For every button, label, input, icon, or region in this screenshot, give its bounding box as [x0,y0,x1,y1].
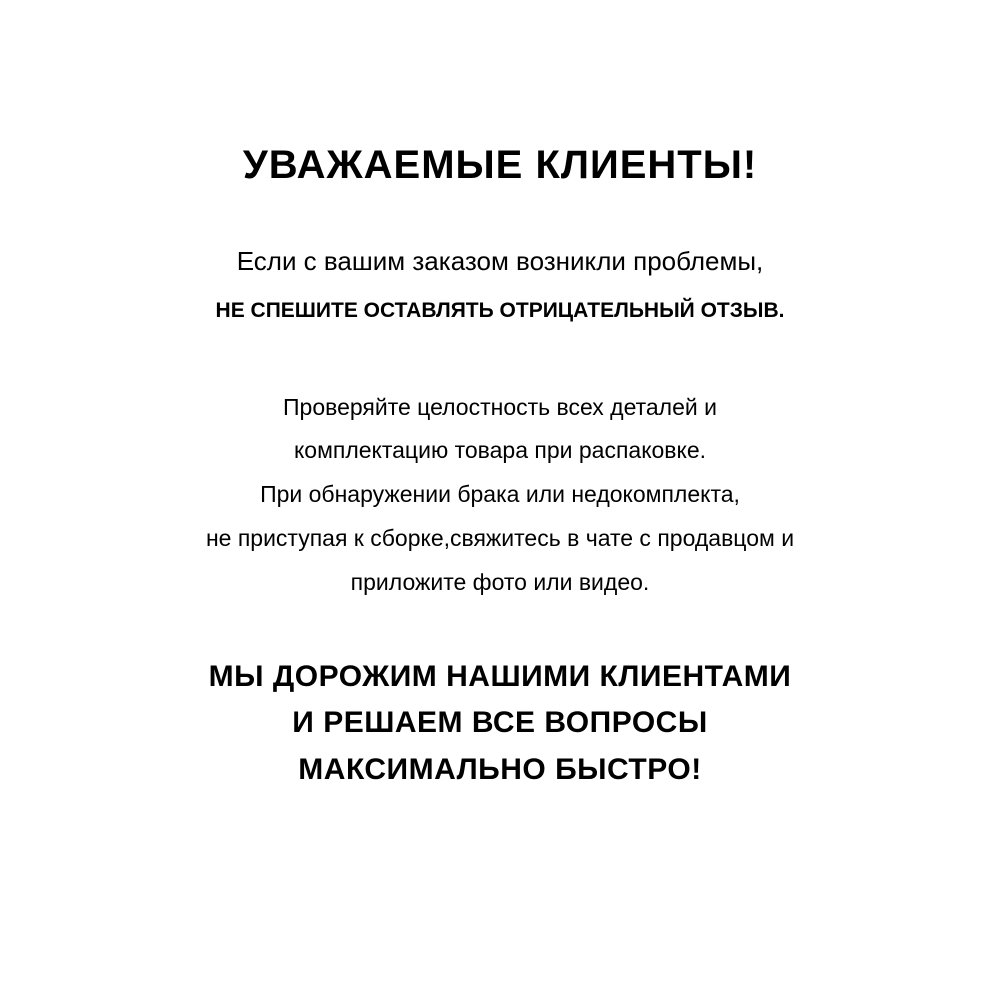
notice-heading: УВАЖАЕМЫЕ КЛИЕНТЫ! [242,143,758,187]
body-line: не приступая к сборке,свяжитесь в чате с продавцом и [205,525,795,551]
intro-line: Если с вашим заказом возникли проблемы, [236,246,764,276]
body-line: Проверяйте целостность всех деталей и [283,394,717,420]
closing-line: И РЕШАЕМ ВСЕ ВОПРОСЫ [292,706,708,739]
body-line: приложите фото или видео. [350,569,650,595]
closing-line: МЫ ДОРОЖИМ НАШИМИ КЛИЕНТАМИ [208,660,792,693]
body-line: комплектацию товара при распаковке. [293,437,707,463]
closing-line: МАКСИМАЛЬНО БЫСТРО! [298,753,702,786]
intro-emphasis: НЕ СПЕШИТЕ ОСТАВЛЯТЬ ОТРИЦАТЕЛЬНЫЙ ОТЗЫВ. [215,299,785,322]
body-line: При обнаружении брака или недокомплекта, [260,481,740,507]
